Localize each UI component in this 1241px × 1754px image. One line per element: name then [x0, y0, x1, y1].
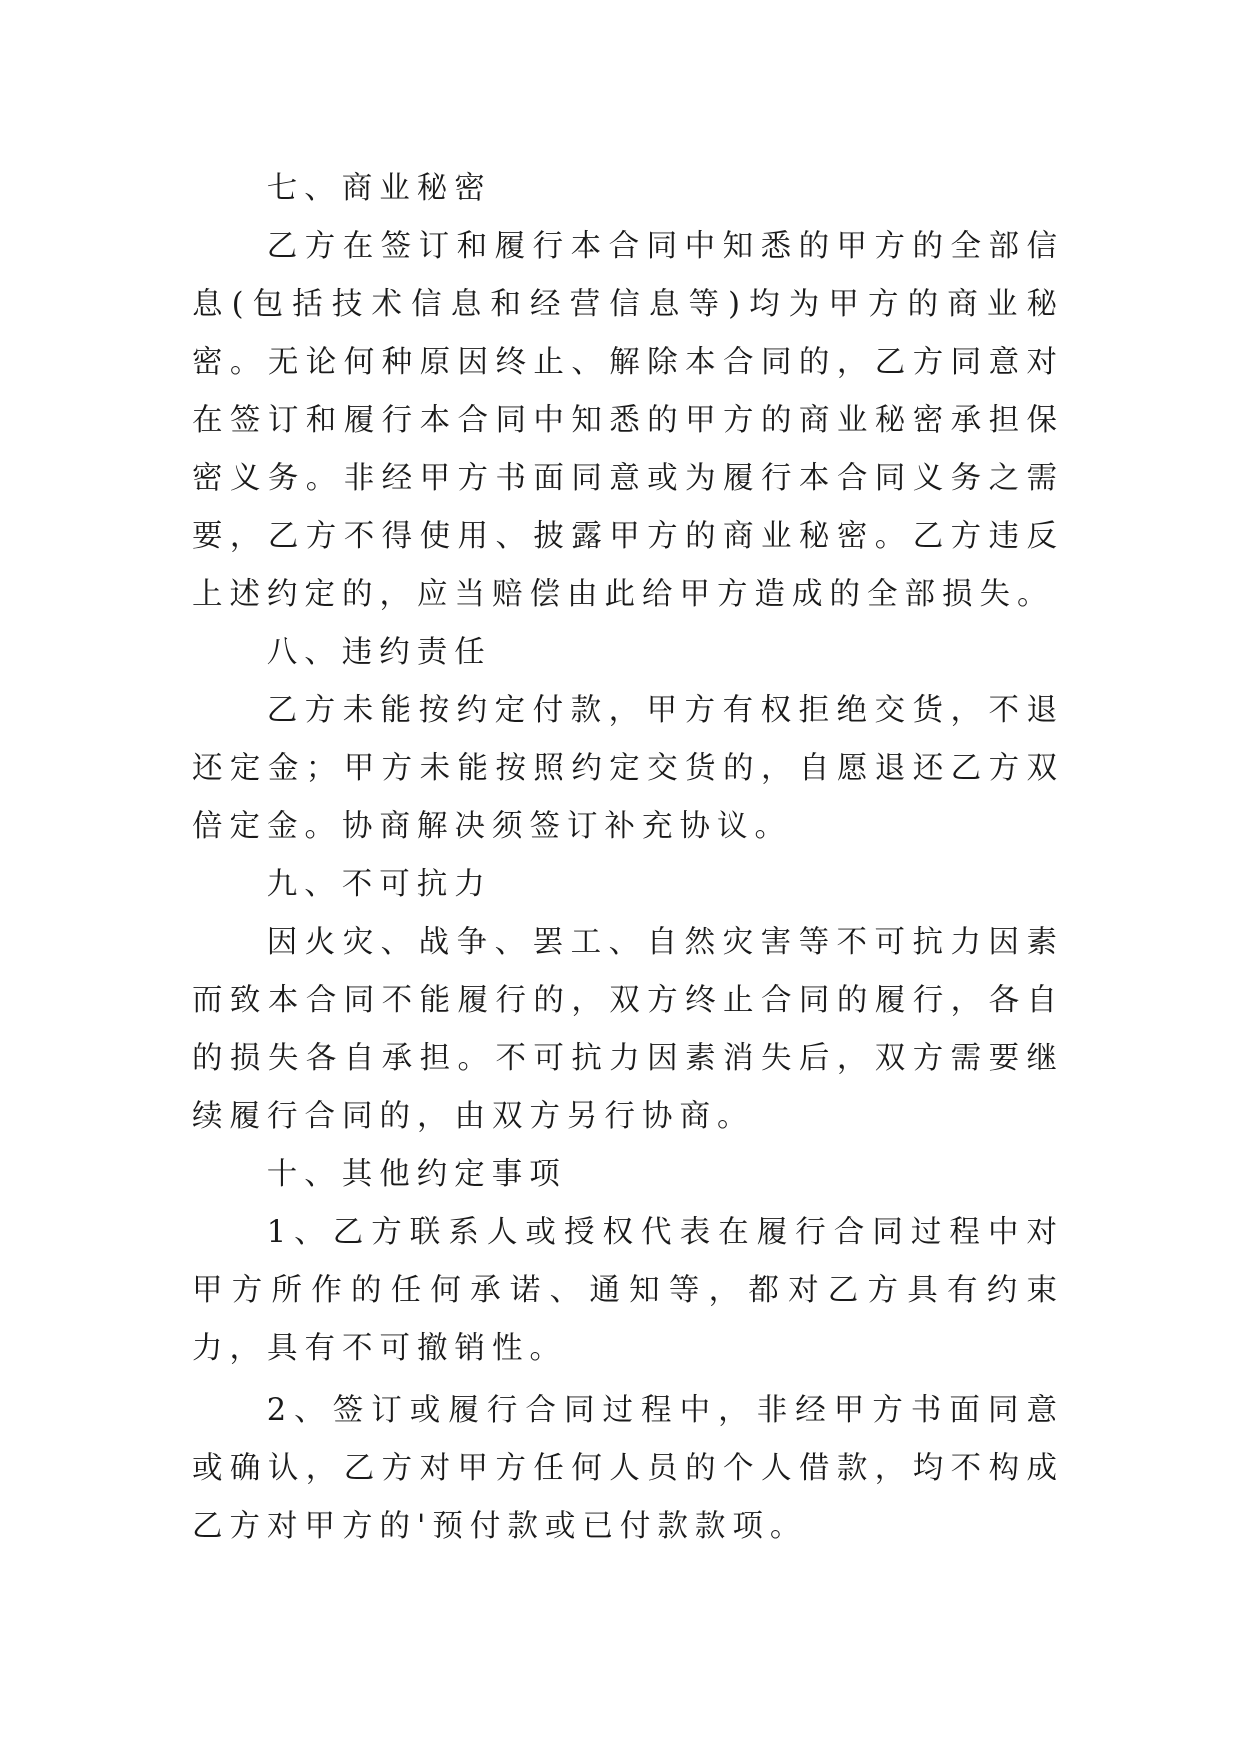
section-body-trade-secrets: 乙方在签订和履行本合同中知悉的甲方的全部信息(包括技术信息和经营信息等)均为甲方的商业秘密。无论何种原因终止、解除本合同的，乙方同意对在签订和履行本合同中知悉的甲方的商业秘密承担保密义务。非经甲方书面同意或为履行本合同义务之需要，乙方不得使用、披露甲方的商业秘密。乙方违反上述约定的，应当赔偿由此给甲方造成的全部损失。	[192, 229, 1064, 612]
section-heading-other-matters: 十、其他约定事项	[266, 1157, 567, 1192]
section-heading-force-majeure: 九、不可抗力	[266, 867, 492, 902]
other-matters-item-2: 2、签订或履行合同过程中，非经甲方书面同意或确认，乙方对甲方任何人员的个人借款，均不构成乙方对甲方的'预付款或已付款款项。	[192, 1393, 1064, 1544]
document-content	[192, 160, 1064, 1556]
other-matters-item-1: 1、乙方联系人或授权代表在履行合同过程中对甲方所作的任何承诺、通知等，都对乙方具有约束力，具有不可撤销性。	[192, 1215, 1064, 1366]
section-heading-breach-liability: 八、违约责任	[266, 635, 492, 670]
section-body-breach-liability: 乙方未能按约定付款，甲方有权拒绝交货，不退还定金；甲方未能按照约定交货的，自愿退还乙方双倍定金。协商解决须签订补充协议。	[192, 693, 1064, 844]
section-heading-trade-secrets: 七、商业秘密	[266, 171, 492, 206]
section-body-force-majeure: 因火灾、战争、罢工、自然灾害等不可抗力因素而致本合同不能履行的，双方终止合同的履行，各自的损失各自承担。不可抗力因素消失后，双方需要继续履行合同的，由双方另行协商。	[192, 925, 1064, 1134]
